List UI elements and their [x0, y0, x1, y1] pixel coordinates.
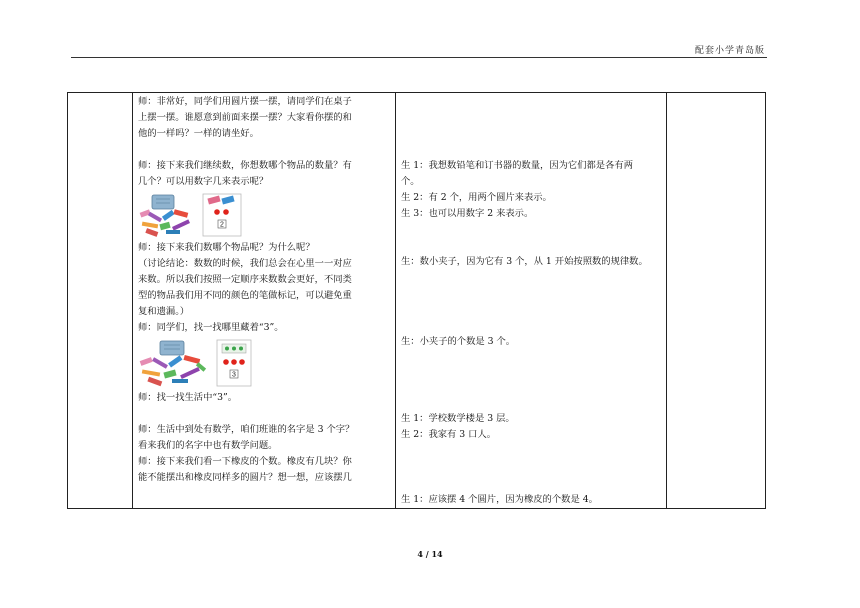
- teacher-block-5: [138, 422, 393, 486]
- text-line: 师：找一找生活中“3”。: [138, 392, 238, 403]
- text-line: 生 1：学校数学楼是 3 层。: [401, 413, 515, 424]
- text-line: 生：数小夹子，因为它有 3 个，从 1 开始按照数的规律数。: [401, 256, 648, 267]
- stationery-pile-illustration: [138, 339, 210, 387]
- text-line: 师：同学们，找一找哪里藏着“3”。: [138, 322, 284, 333]
- header-text: 配套小学青岛版: [694, 46, 765, 56]
- text-line: 生 2：有 2 个，用两个圆片来表示。: [401, 192, 552, 203]
- card-number: 3: [232, 371, 236, 379]
- counting-card-illustration: [202, 193, 242, 237]
- text-line: 型的物品我们用不同的颜色的笔做标记，可以避免重: [138, 290, 352, 301]
- card-number: 2: [220, 221, 224, 229]
- column-divider: [666, 93, 667, 508]
- column-divider: [395, 93, 396, 508]
- page-number: 4 / 14: [417, 549, 443, 559]
- teacher-block-1: [138, 94, 393, 142]
- student-block-4: [401, 411, 663, 443]
- text-line: 几个？可以用数字几来表示呢？: [138, 176, 269, 187]
- student-block-3: [401, 334, 663, 350]
- header-rule: [71, 57, 767, 58]
- text-line: 他的一样吗？一样的请坐好。: [138, 128, 259, 139]
- text-line: 复和遗漏。）: [138, 306, 190, 317]
- teacher-block-3: [138, 240, 393, 336]
- student-block-5: [401, 492, 663, 508]
- text-line: 生 1：应该摆 4 个圆片，因为橡皮的个数是 4。: [401, 494, 598, 505]
- text-line: 师：非常好，同学们用圆片摆一摆，请同学们在桌子: [138, 96, 352, 107]
- lesson-table: [67, 92, 766, 509]
- text-line: 生 1：我想数铅笔和订书器的数量，因为它们都是各有两: [401, 160, 633, 171]
- image-row-2: [138, 339, 393, 387]
- counting-card-illustration: [216, 339, 252, 387]
- text-line: 师：接下来我们看一下橡皮的个数。橡皮有几块？你: [138, 456, 352, 467]
- text-line: 师：接下来我们继续数，你想数哪个物品的数量？有: [138, 160, 352, 171]
- image-row-1: [138, 193, 393, 237]
- student-block-2: [401, 254, 665, 270]
- text-line: （讨论结论：数数的时候，我们总会在心里一一对应: [138, 258, 352, 269]
- text-line: 上摆一摆。谁愿意到前面来摆一摆？大家看你摆的和: [138, 112, 352, 123]
- teacher-block-4: [138, 390, 393, 406]
- teacher-column: [138, 94, 393, 486]
- text-line: 生：小夹子的个数是 3 个。: [401, 336, 516, 347]
- student-block-1: [401, 158, 663, 222]
- column-divider: [132, 93, 133, 508]
- text-line: 生 2：我家有 3 口人。: [401, 429, 497, 440]
- text-line: 看来我们的名字中也有数学问题。: [138, 440, 278, 451]
- text-line: 能不能摆出和橡皮同样多的圆片？想一想，应该摆几: [138, 472, 352, 483]
- text-line: 来数。所以我们按照一定顺序来数数会更好，不同类: [138, 274, 352, 285]
- teacher-block-2: [138, 158, 393, 190]
- text-line: 师：生活中到处有数学，咱们班谁的名字是 3 个字？: [138, 424, 355, 435]
- stationery-pile-illustration: [138, 193, 196, 237]
- text-line: 个。: [401, 176, 420, 187]
- text-line: 生 3：也可以用数字 2 来表示。: [401, 208, 534, 219]
- text-line: 师：接下来我们数哪个物品呢？为什么呢？: [138, 242, 315, 253]
